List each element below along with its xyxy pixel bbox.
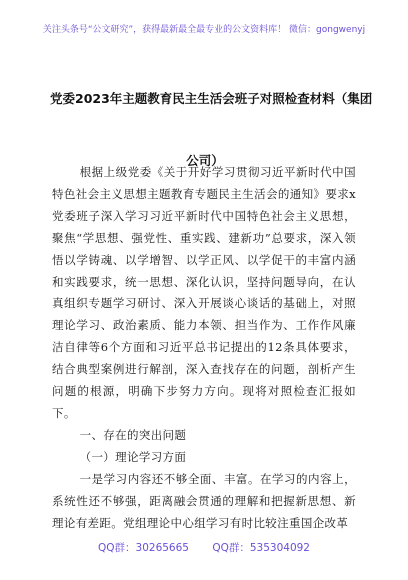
intro-paragraph: 根据上级党委《关于开好学习贯彻习近平新时代中国特色社会主义思想主题教育专题民主生活会的通知》要求x党委班子深入学习习近平新时代中国特色社会主义思想，聚焦“学思想、强党性、重实践、建新功”总要求，深入领悟以学铸魂、以学增智、以学正风、以学促干的丰富内涵和实践要求，统一思想、深化认识，坚持问题导向，在认真组织专题学习研讨、深入开展谈心谈话的基础上，对照理论学习、政治素质、能力本领、担当作为、工作作风廉洁自律等6个方面和习近平总书记提出的12条具体要求，结合典型案例进行解剖，深入查找存在的问题，剖析产生问题的根源，明确下步努力方向。现将对照检查汇报如下。 [52,165,356,420]
subsection-heading: （一）理论学习方面 [79,449,187,464]
header-notice: 关注头条号“公文研究”，获得最新最全最专业的公文资料库！ 微信：gongwenyj [42,25,366,35]
title-line-2: 公司） [186,153,224,168]
qq-group-1: QQ群：30265665 [98,542,189,554]
qq-group-2: QQ群：535304092 [212,542,310,554]
footer-qq-groups [0,540,408,555]
body-paragraph: 一是学习内容还不够全面、丰富。在学习的内容上，系统性还不够强，距离融会贯通的理解和把握新思想、新理论有差距。党组理论中心组学习有时比较注重国企改革 [52,471,356,530]
section-heading: 一、存在的突出问题 [79,427,187,442]
title-line-1: 党委2023年主题教育民主生活会班子对照检查材料（集团 [50,91,373,106]
document-body [52,162,356,534]
